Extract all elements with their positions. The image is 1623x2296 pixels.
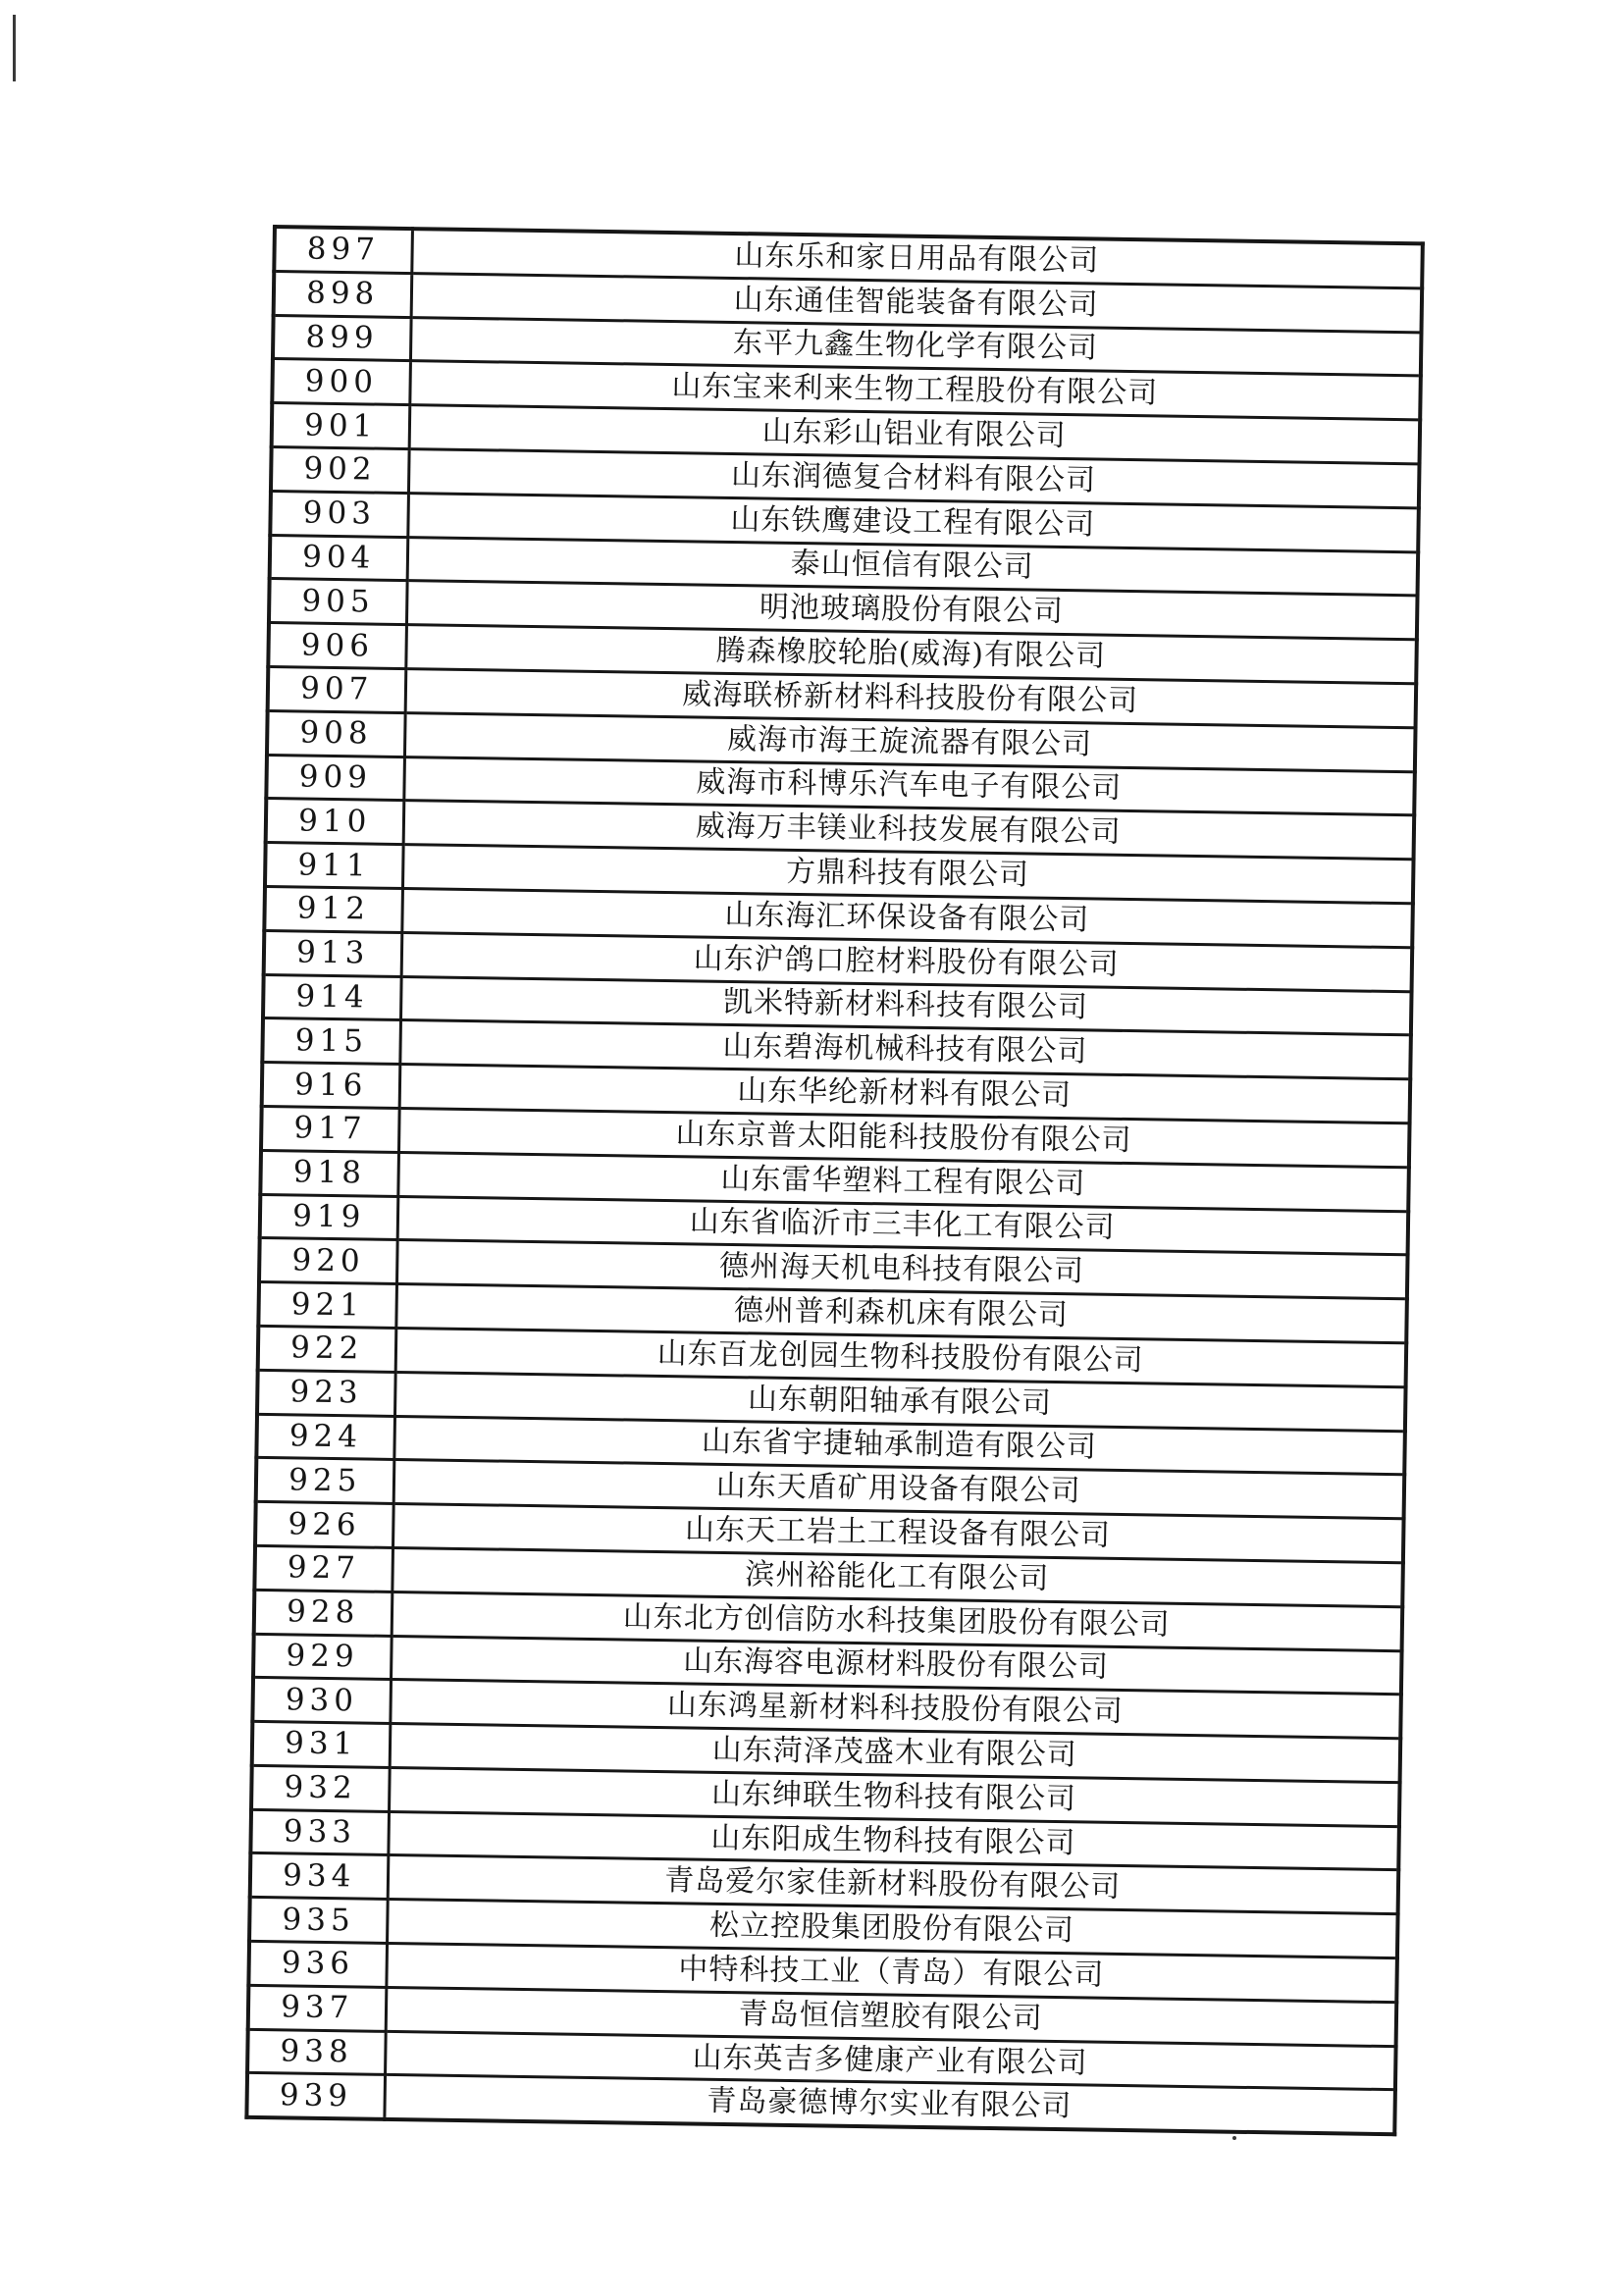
row-number-cell: 918 [260,1150,398,1196]
company-name-cell: 松立控股集团股份有限公司 [387,1900,1398,1958]
company-name-cell: 青岛爱尔家佳新材料股份有限公司 [388,1855,1399,1914]
company-name-cell: 山东百龙创园生物科技股份有限公司 [395,1328,1407,1386]
company-name-cell: 滨州裕能化工有限公司 [392,1547,1403,1606]
row-number-cell: 910 [266,799,404,845]
row-number-cell: 932 [251,1765,390,1811]
company-name-cell: 山东海汇环保设备有限公司 [401,888,1413,947]
company-name-cell: 山东天盾矿用设备有限公司 [393,1460,1405,1519]
row-number-cell: 919 [260,1194,398,1240]
row-number-cell: 902 [271,446,409,493]
row-number-cell: 935 [249,1898,388,1944]
company-name-cell: 青岛恒信塑胶有限公司 [386,1987,1397,2046]
company-name-cell: 山东京普太阳能科技股份有限公司 [398,1108,1410,1167]
company-name-cell: 山东阳成生物科技有限公司 [388,1811,1399,1870]
row-number-cell: 933 [250,1809,389,1855]
company-name-cell: 明池玻璃股份有限公司 [406,581,1418,640]
company-name-cell: 山东通佳智能装备有限公司 [411,273,1423,332]
company-table-container [244,225,1421,2136]
company-name-cell: 德州普利森机床有限公司 [395,1284,1407,1343]
row-number-cell: 911 [265,843,403,889]
company-name-cell: 凯米特新材料科技有限公司 [400,976,1412,1035]
company-name-cell: 德州海天机电科技有限公司 [396,1240,1408,1299]
row-number-cell: 903 [270,491,408,537]
company-name-cell: 方鼎科技有限公司 [402,845,1414,904]
company-name-cell: 山东省宇捷轴承制造有限公司 [393,1416,1405,1475]
company-name-cell: 中特科技工业（青岛）有限公司 [386,1943,1397,2002]
company-name-cell: 山东雷华塑料工程有限公司 [397,1152,1409,1211]
row-number-cell: 916 [262,1063,400,1109]
row-number-cell: 937 [248,1985,387,2031]
company-name-cell: 山东菏泽茂盛木业有限公司 [390,1724,1401,1783]
company-name-cell: 东平九鑫生物化学有限公司 [410,317,1422,376]
row-number-cell: 925 [256,1458,394,1504]
row-number-cell: 897 [274,227,412,273]
row-number-cell: 930 [252,1678,391,1724]
row-number-cell: 923 [257,1370,395,1416]
company-name-cell: 山东鸿星新材料科技股份有限公司 [390,1680,1401,1739]
row-number-cell: 939 [246,2073,385,2119]
scan-edge-mark [13,15,16,81]
company-name-cell: 山东华纶新材料有限公司 [399,1065,1411,1123]
row-number-cell: 898 [274,271,412,317]
row-number-cell: 913 [264,930,402,976]
row-number-cell: 938 [247,2029,386,2075]
row-number-cell: 931 [252,1721,391,1767]
row-number-cell: 927 [254,1545,393,1592]
company-name-cell: 山东润德复合材料有限公司 [408,449,1420,508]
company-name-cell: 威海市科博乐汽车电子有限公司 [403,757,1415,815]
row-number-cell: 917 [261,1106,399,1152]
row-number-cell: 922 [258,1326,396,1372]
row-number-cell: 936 [248,1941,387,1987]
company-name-cell: 山东北方创信防水科技集团股份有限公司 [392,1592,1403,1650]
row-number-cell: 906 [268,623,406,669]
row-number-cell: 905 [269,579,407,625]
row-number-cell: 907 [268,666,406,712]
row-number-cell: 924 [256,1414,394,1460]
row-number-cell: 912 [264,886,402,932]
table-body [246,227,1422,2134]
company-name-cell: 腾森橡胶轮胎(威海)有限公司 [405,625,1417,684]
row-number-cell: 899 [273,315,411,361]
row-number-cell: 920 [259,1238,397,1284]
company-name-cell: 山东铁鹰建设工程有限公司 [407,493,1419,551]
row-number-cell: 928 [254,1590,393,1636]
row-number-cell: 929 [253,1634,392,1680]
company-name-cell: 山东海容电源材料股份有限公司 [391,1636,1402,1695]
company-name-cell: 山东彩山铝业有限公司 [409,405,1421,464]
row-number-cell: 921 [258,1282,396,1329]
row-number-cell: 901 [272,403,410,449]
company-name-cell: 山东乐和家日用品有限公司 [411,229,1423,288]
company-name-cell: 山东碧海机械科技有限公司 [399,1020,1411,1079]
company-name-cell: 山东绅联生物科技有限公司 [389,1767,1400,1826]
scan-dot-artifact [1232,2136,1236,2140]
company-name-cell: 山东宝来利来生物工程股份有限公司 [409,361,1421,420]
company-name-cell: 山东天工岩土工程设备有限公司 [393,1504,1404,1563]
company-name-cell: 威海联桥新材料科技股份有限公司 [405,669,1417,728]
company-name-cell: 山东英吉多健康产业有限公司 [385,2031,1396,2090]
company-name-cell: 山东省临沂市三丰化工有限公司 [397,1196,1409,1255]
row-number-cell: 908 [267,710,405,757]
company-name-cell: 青岛豪德博尔实业有限公司 [384,2075,1395,2135]
company-name-cell: 威海市海王旋流器有限公司 [404,712,1416,771]
company-name-cell: 威海万丰镁业科技发展有限公司 [403,801,1415,860]
row-number-cell: 900 [272,359,410,405]
row-number-cell: 934 [250,1853,389,1900]
company-table [244,225,1425,2136]
row-number-cell: 904 [270,535,408,581]
company-name-cell: 泰山恒信有限公司 [407,537,1419,596]
row-number-cell: 915 [262,1018,400,1065]
row-number-cell: 926 [255,1501,393,1547]
company-name-cell: 山东朝阳轴承有限公司 [394,1372,1406,1431]
row-number-cell: 909 [266,755,404,801]
company-name-cell: 山东沪鸽口腔材料股份有限公司 [401,932,1413,991]
row-number-cell: 914 [263,974,401,1020]
